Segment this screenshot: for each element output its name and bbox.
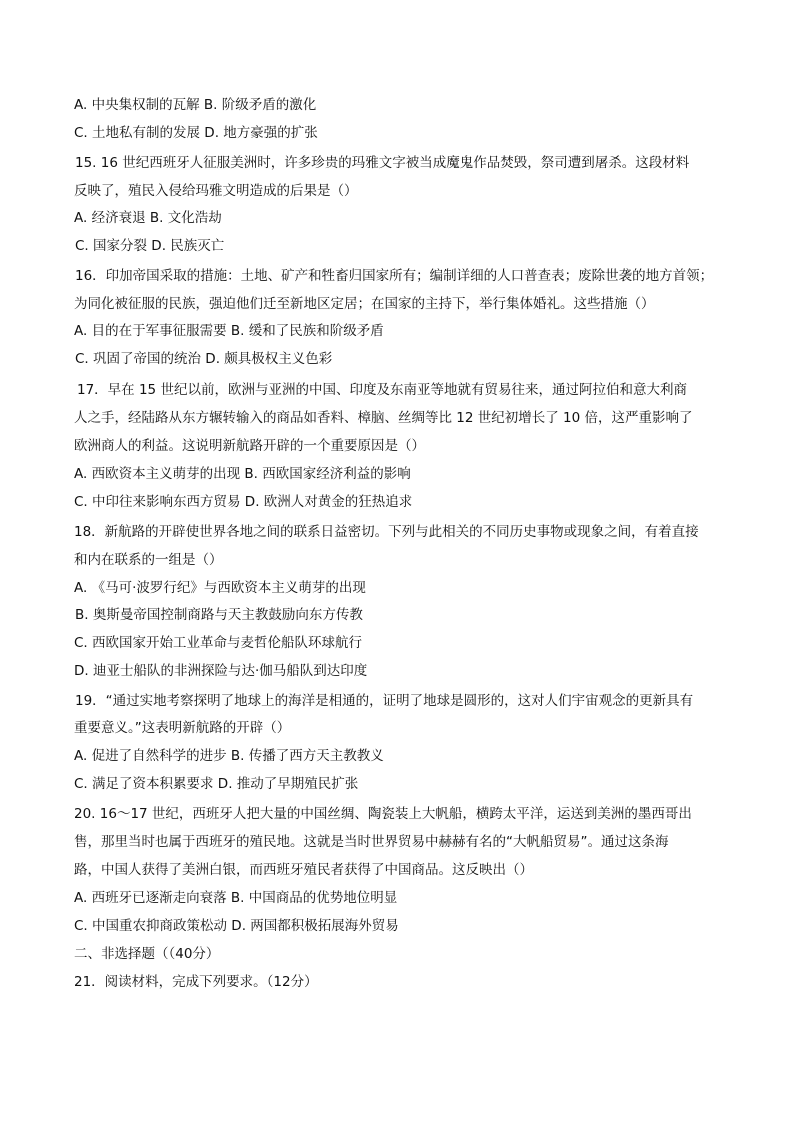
q15-stem-line2: 反映了，殖民入侵给玛雅文明造成的后果是（） — [74, 183, 358, 199]
q16-options-ab: A. 目的在于军事征服需要 B. 缓和了民族和阶级矛盾 — [74, 323, 384, 339]
q17-stem-line3: 欧洲商人的利益。这说明新航路开辟的一个重要原因是（） — [74, 438, 425, 454]
q17-options-ab: A. 西欧资本主义萌芽的出现 B. 西欧国家经济利益的影响 — [74, 466, 411, 482]
q19-options-cd: C. 满足了资本积累要求 D. 推动了早期殖民扩张 — [74, 776, 359, 792]
q14-options-ab: A. 中央集权制的瓦解 B. 阶级矛盾的激化 — [74, 97, 317, 113]
q19-options-ab: A. 促进了自然科学的进步 B. 传播了西方天主教教义 — [74, 748, 384, 764]
q16-stem-line1: 16．印加帝国采取的措施：土地、矿产和牲畜归国家所有；编制详细的人口普查表；废除世袭的地方首领； — [75, 268, 714, 284]
q20-options-ab: A. 西班牙已逐渐走向衰落 B. 中国商品的优势地位明显 — [74, 890, 398, 906]
q18-option-b: B. 奥斯曼帝国控制商路与天主教鼓励向东方传教 — [75, 607, 363, 623]
q17-stem-line2: 人之手，经陆路从东方辗转输入的商品如香料、樟脑、丝绸等比 12 世纪初增长了 10 倍，这严重影响了 — [74, 410, 693, 426]
q18-option-a: A. 《马可·波罗行纪》与西欧资本主义萌芽的出现 — [74, 580, 366, 596]
q16-options-cd: C. 巩固了帝国的统治 D. 颇具极权主义色彩 — [75, 351, 333, 367]
q19-stem-line2: 重要意义。”这表明新航路的开辟（） — [74, 720, 291, 736]
q15-stem-line1: 15. 16 世纪西班牙人征服美洲时，许多珍贵的玛雅文字被当成魔鬼作品焚毁，祭司遭到屠杀。这段材料 — [75, 155, 690, 171]
q15-options-ab: A. 经济衰退 B. 文化浩劫 — [74, 210, 222, 226]
q20-options-cd: C. 中国重农抑商政策松动 D. 两国都积极拓展海外贸易 — [74, 918, 399, 934]
q18-stem-line1: 18．新航路的开辟使世界各地之间的联系日益密切。下列与此相关的不同历史事物或现象之间，有着直接 — [74, 524, 699, 540]
q18-stem-line2: 和内在联系的一组是（） — [74, 552, 223, 568]
q19-stem-line1: 19．“通过实地考察探明了地球上的海洋是相通的，证明了地球是圆形的，这对人们宇宙观念的更新具有 — [75, 693, 694, 709]
section-heading-non-choice: 二、非选择题（（40分） — [74, 946, 220, 962]
q20-stem-line2: 售，那里当时也属于西班牙的殖民地。这就是当时世界贸易中赫赫有名的“大帆船贸易”。通过这条海 — [74, 834, 669, 850]
q16-stem-line2: 为同化被征服的民族，强迫他们迁至新地区定居；在国家的主持下，举行集体婚礼。这些措施（） — [74, 296, 655, 312]
q17-stem-line1: 17．早在 15 世纪以前，欧洲与亚洲的中国、印度及东南亚等地就有贸易往来，通过阿拉伯和意大利商 — [77, 382, 687, 398]
q20-stem-line3: 路，中国人获得了美洲白银，而西班牙殖民者获得了中国商品。这反映出（） — [74, 862, 533, 878]
q21-stem: 21．阅读材料，完成下列要求。（12分） — [74, 974, 318, 990]
q20-stem-line1: 20. 16～17 世纪，西班牙人把大量的中国丝绸、陶瓷装上大帆船，横跨太平洋，运送到美洲的墨西哥出 — [74, 806, 692, 822]
q15-options-cd: C. 国家分裂 D. 民族灭亡 — [75, 238, 225, 254]
q18-option-c: C. 西欧国家开始工业革命与麦哲伦船队环球航行 — [74, 635, 363, 651]
q18-option-d: D. 迪亚士船队的非洲探险与达·伽马船队到达印度 — [74, 663, 368, 679]
q17-options-cd: C. 中印往来影响东西方贸易 D. 欧洲人对黄金的狂热追求 — [74, 494, 413, 510]
q14-options-cd: C. 土地私有制的发展 D. 地方豪强的扩张 — [74, 125, 318, 141]
